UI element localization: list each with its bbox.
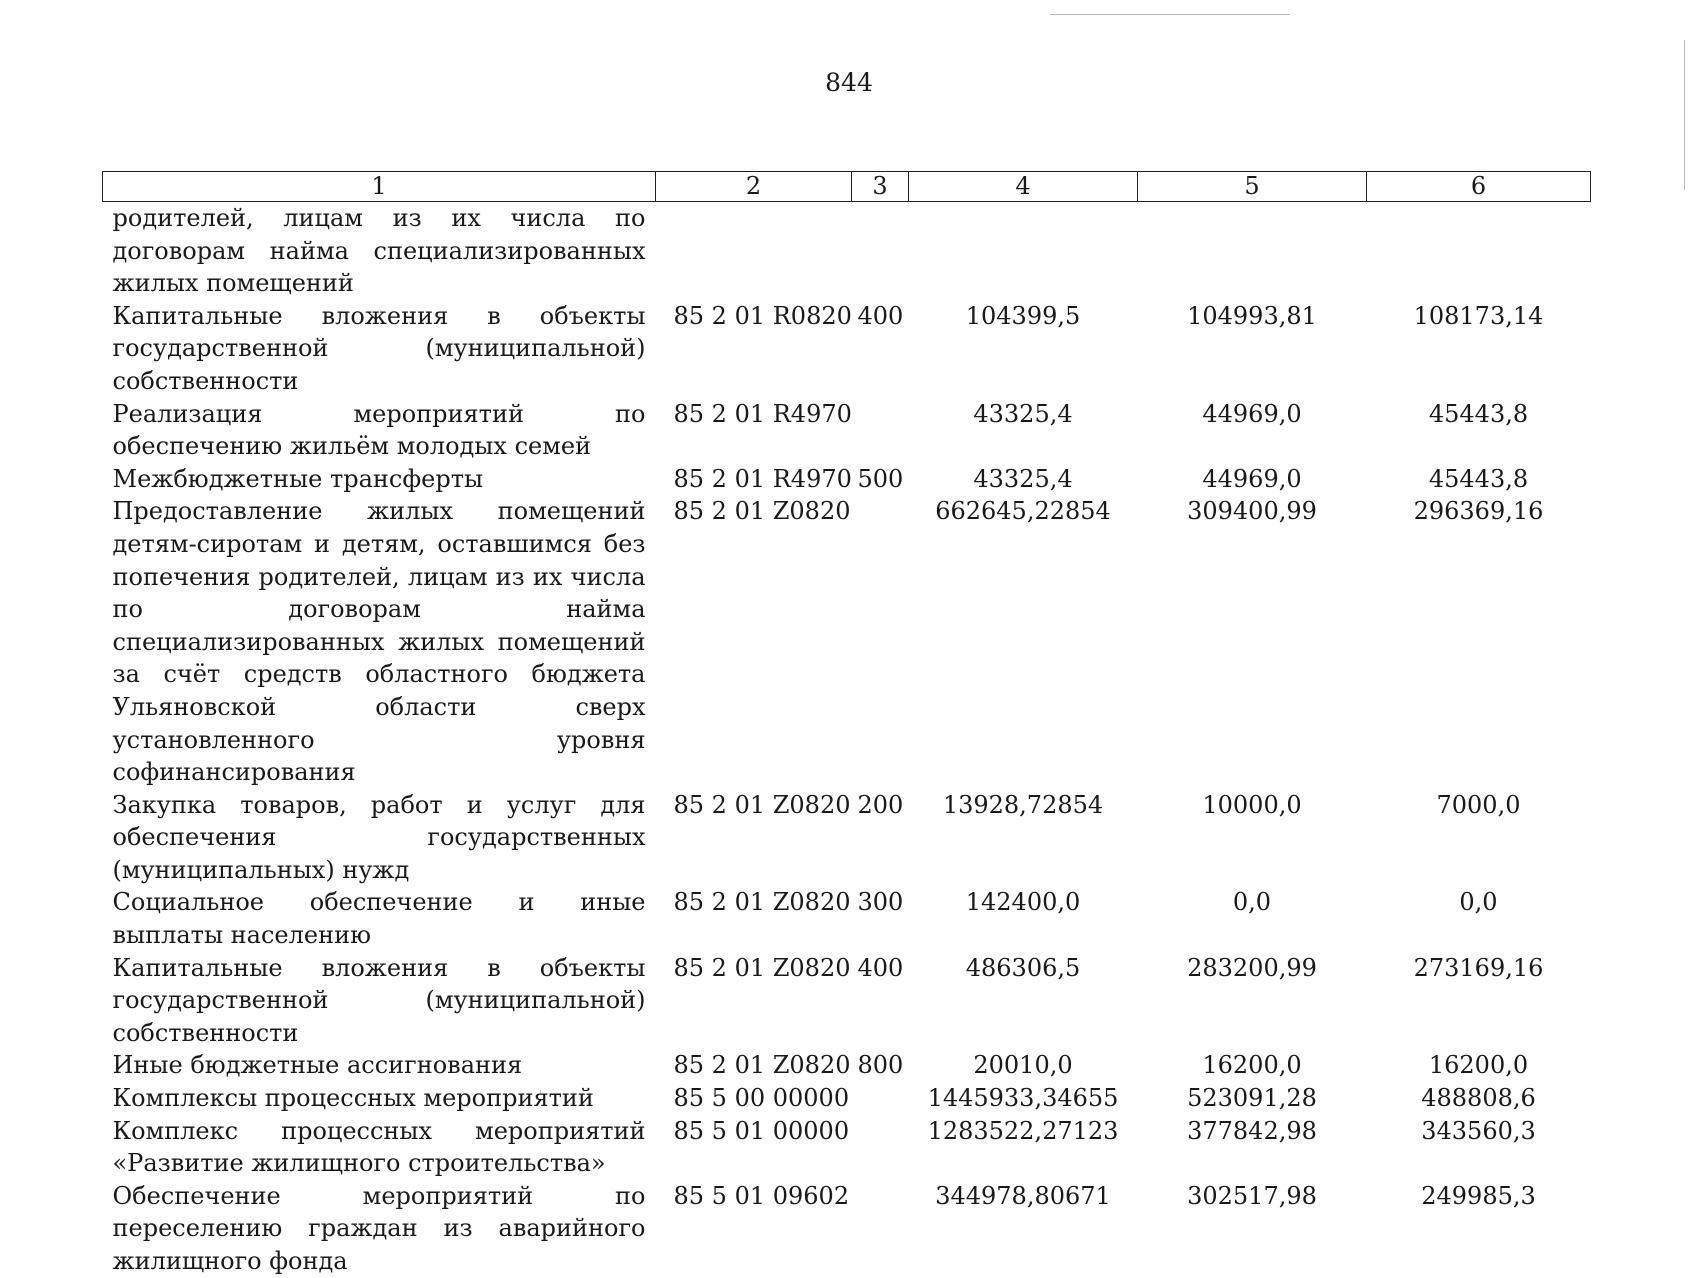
row-code [656, 202, 852, 300]
table-row [103, 1082, 1591, 1115]
table-row [103, 1180, 1591, 1278]
table-row [103, 300, 1591, 398]
row-value-6: 108173,14 [1413, 301, 1544, 330]
row-type [852, 495, 909, 788]
row-code: 85 2 01 Z0820 [673, 888, 851, 917]
row-value-5: 104993,81 [1187, 301, 1317, 330]
row-value-4: 1445933,34655 [927, 1084, 1119, 1113]
row-value-5: 283200,99 [1187, 953, 1317, 982]
row-code: 85 2 01 Z0820 [673, 1051, 851, 1080]
row-code: 85 2 01 R4970 [673, 399, 852, 428]
row-name: Иные бюджетные ассигнования [112, 1051, 523, 1080]
row-code: 85 2 01 Z0820 [673, 497, 851, 526]
row-type: 800 [857, 1051, 904, 1080]
col-header-6: 6 [1367, 172, 1591, 202]
row-code: 85 5 01 09602 [673, 1181, 850, 1210]
row-type: 500 [857, 464, 904, 493]
col-header-3: 3 [852, 172, 909, 202]
row-type: 400 [857, 301, 904, 330]
row-value-5: 0,0 [1232, 888, 1272, 917]
row-value-4: 104399,5 [965, 301, 1081, 330]
row-name: Реализация мероприятий по обеспечению жильём молодых семей [112, 399, 646, 461]
row-code: 85 5 00 00000 [673, 1084, 850, 1113]
table-row [103, 1115, 1591, 1180]
row-type: 300 [857, 888, 904, 917]
row-type [852, 1082, 909, 1115]
table-row [103, 1049, 1591, 1082]
col-header-5: 5 [1138, 172, 1367, 202]
row-name: Обеспечение мероприятий по переселению граждан из аварийного жилищного фонда [112, 1181, 646, 1275]
table-row [103, 789, 1591, 887]
row-code: 85 2 01 Z0820 [673, 790, 851, 819]
row-value-6: 45443,8 [1428, 464, 1529, 493]
row-name: Социальное обеспечение и иные выплаты населению [112, 888, 646, 950]
row-value-5: 10000,0 [1202, 790, 1302, 819]
scan-mark [1050, 14, 1290, 15]
table-row [103, 495, 1591, 788]
row-value-6: 249985,3 [1421, 1181, 1536, 1210]
row-name: Капитальные вложения в объекты государственной (муниципальной) собственности [112, 953, 646, 1047]
row-name: Комплекс процессных мероприятий «Развитие жилищного строительства» [112, 1116, 646, 1178]
row-value-6: 16200,0 [1428, 1051, 1529, 1080]
row-value-5: 44969,0 [1202, 464, 1302, 493]
row-value-5: 309400,99 [1187, 497, 1317, 526]
row-value-6: 0,0 [1459, 888, 1498, 917]
row-value-6: 7000,0 [1436, 790, 1521, 819]
header-row [103, 172, 1591, 202]
row-value-4: 486306,5 [965, 953, 1081, 982]
col-header-1: 1 [103, 172, 656, 202]
row-code: 85 2 01 R4970 [673, 464, 852, 493]
page-number: 844 [825, 68, 873, 97]
row-type [852, 398, 909, 463]
table-row [103, 202, 1591, 300]
row-type: 400 [857, 953, 904, 982]
row-type [852, 1180, 909, 1278]
row-value-5: 377842,98 [1187, 1116, 1317, 1145]
scan-mark [1684, 40, 1685, 190]
row-value-6: 45443,8 [1428, 399, 1529, 428]
table-row [103, 463, 1591, 496]
row-value-5: 302517,98 [1187, 1181, 1317, 1210]
row-name: Закупка товаров, работ и услуг для обеспечения государственных (муниципальных) нужд [112, 790, 646, 884]
row-type: 200 [857, 790, 904, 819]
row-value-6: 488808,6 [1421, 1084, 1536, 1113]
row-value-4: 142400,0 [965, 888, 1081, 917]
row-name: родителей, лицам из их числа по договорам найма специализированных жилых помещений [112, 204, 646, 298]
col-header-4: 4 [909, 172, 1138, 202]
row-value-4: 662645,22854 [935, 497, 1111, 526]
row-code: 85 2 01 R0820 [673, 301, 852, 330]
row-code: 85 2 01 Z0820 [673, 953, 851, 982]
row-value-4: 1283522,27123 [927, 1116, 1119, 1145]
row-value-4: 43325,4 [973, 399, 1073, 428]
row-value-6 [1367, 202, 1591, 300]
table-row [103, 886, 1591, 951]
row-type [852, 202, 909, 300]
row-value-4: 344978,80671 [935, 1181, 1111, 1210]
row-type [852, 1115, 909, 1180]
row-value-6: 296369,16 [1413, 497, 1544, 526]
row-value-4: 43325,4 [973, 464, 1073, 493]
row-name: Предоставление жилых помещений детям-сиротам и детям, оставшимся без попечения родителей, лицам из их числа по договорам найма специализированных жилых помещений за счёт средств областного бюджета Ульяновской области сверх установленного уровня софинансирования [112, 497, 646, 787]
row-value-5: 44969,0 [1202, 399, 1302, 428]
row-value-5 [1138, 202, 1367, 300]
table-row [103, 952, 1591, 1050]
row-value-5: 523091,28 [1187, 1084, 1317, 1113]
row-value-4: 13928,72854 [942, 790, 1104, 819]
row-value-6: 343560,3 [1421, 1116, 1536, 1145]
row-name: Капитальные вложения в объекты государственной (муниципальной) собственности [112, 301, 646, 395]
col-header-2: 2 [656, 172, 852, 202]
row-name: Комплексы процессных мероприятий [112, 1084, 594, 1113]
row-value-4: 20010,0 [973, 1051, 1073, 1080]
row-value-6: 273169,16 [1413, 953, 1544, 982]
row-code: 85 5 01 00000 [673, 1116, 850, 1145]
table-row [103, 398, 1591, 463]
row-name: Межбюджетные трансферты [112, 464, 484, 493]
budget-table [102, 171, 1591, 1278]
row-value-4 [909, 202, 1138, 300]
row-value-5: 16200,0 [1202, 1051, 1302, 1080]
